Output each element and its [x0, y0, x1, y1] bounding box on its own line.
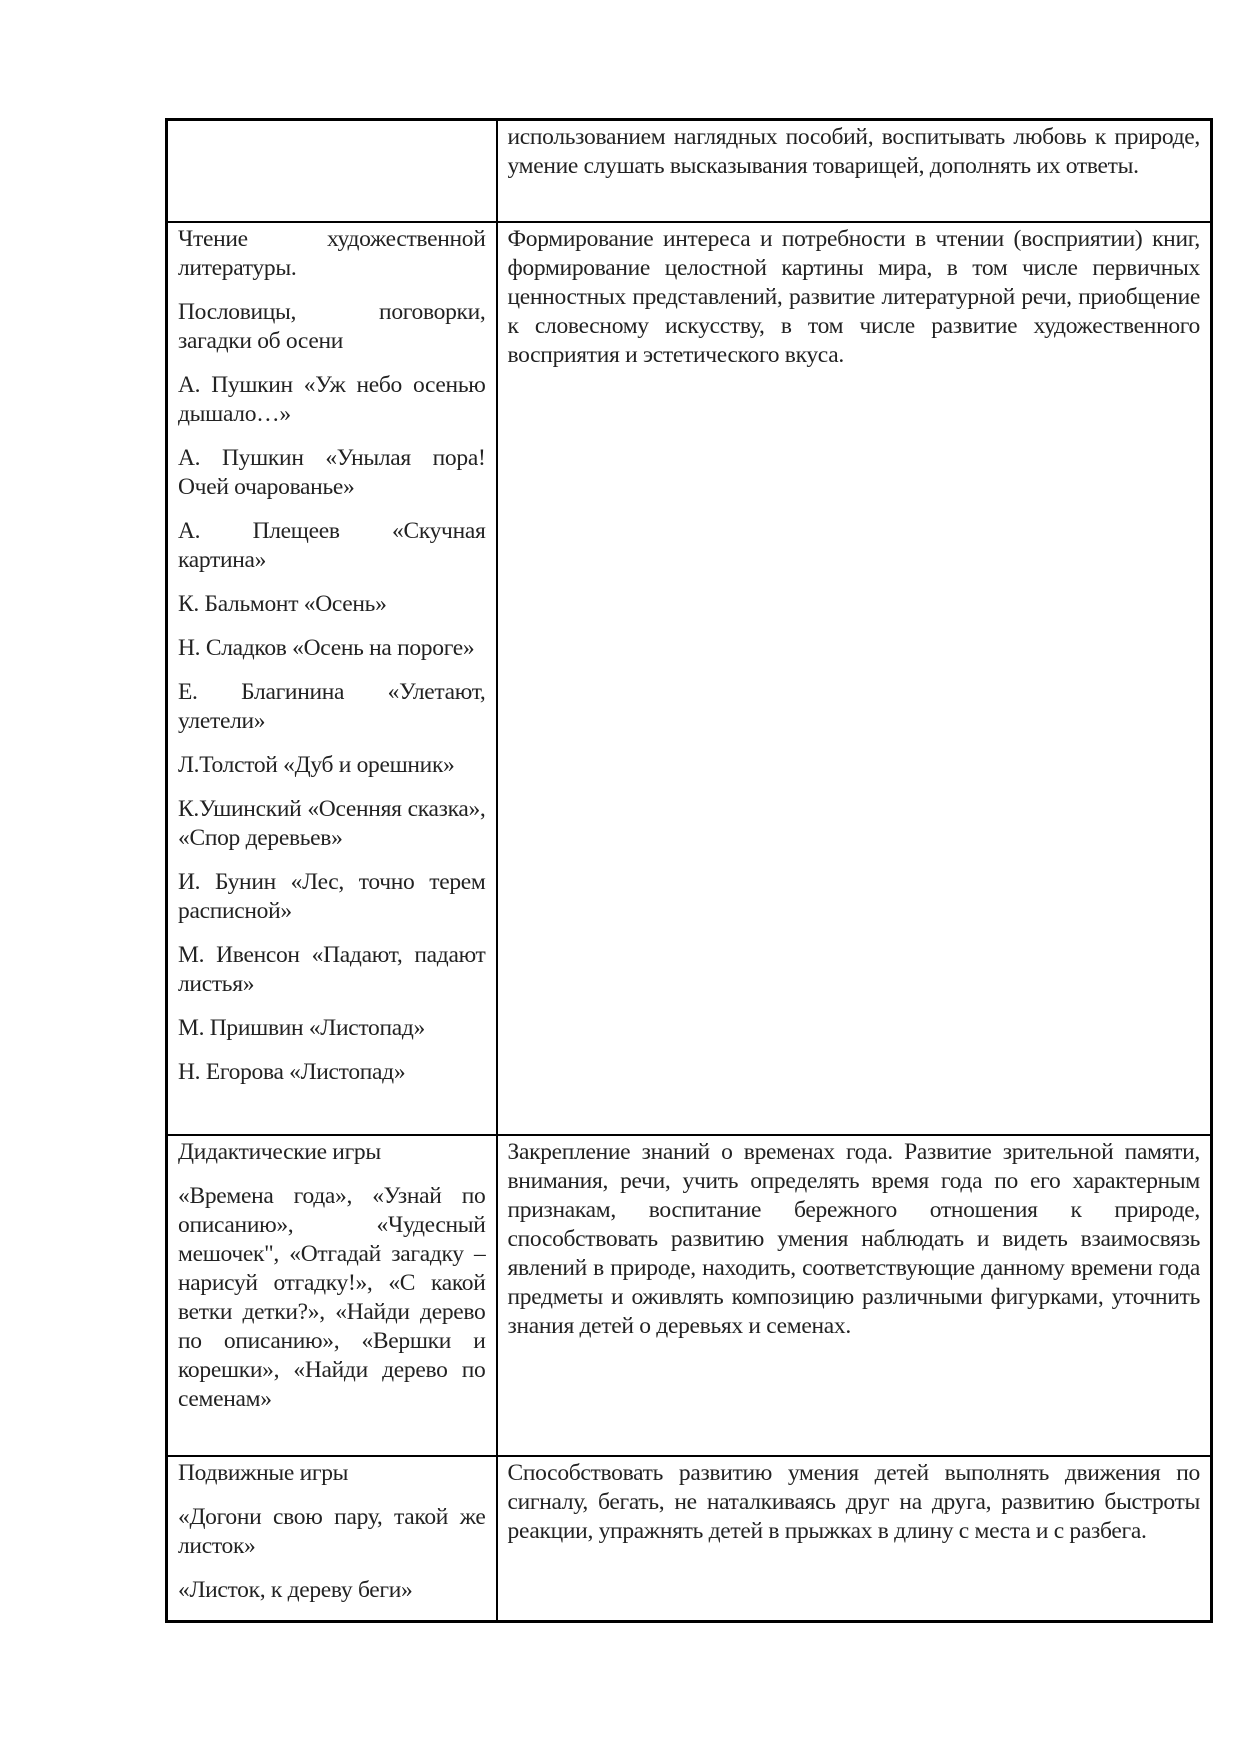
list-item: Е. Благинина «Улетают, улетели» [178, 679, 486, 734]
goals-cell [497, 1135, 1212, 1456]
list-item: И. Бунин «Лес, точно терем расписной» [178, 869, 486, 924]
table-row [167, 1456, 1212, 1622]
list-item: Н. Сладков «Осень на пороге» [178, 635, 475, 661]
list-item: «Листок, к дереву беги» [178, 1577, 413, 1603]
list-item: Н. Егорова «Листопад» [178, 1059, 406, 1085]
table-row [167, 1135, 1212, 1456]
table-row [167, 120, 1212, 223]
goals-text: Способствовать развитию умения детей выполнять движения по сигналу, бегать, не наталкиваясь друг на друга, развитию быстроты реакции, упражнять детей в прыжках в длину с места и с разбега. [507, 1460, 1200, 1544]
list-item: М. Пришвин «Листопад» [178, 1015, 425, 1041]
list-item: Пословицы, поговорки, загадки об осени [178, 299, 486, 354]
activity-cell [167, 120, 497, 223]
list-item: А. Пушкин «Унылая пора! Очей очарованье» [178, 445, 486, 500]
list-item: К. Бальмонт «Осень» [178, 591, 387, 617]
list-item: Л.Толстой «Дуб и орешник» [178, 752, 455, 778]
goals-cell [497, 1456, 1212, 1622]
activities-table [165, 118, 1213, 1623]
table-row [167, 222, 1212, 1135]
activity-cell [167, 1135, 497, 1456]
activity-heading: Дидактические игры [178, 1139, 381, 1165]
list-item: К.Ушинский «Осенняя сказка», «Спор деревьев» [178, 796, 486, 851]
list-item: «Времена года», «Узнай по описанию», «Чудесный мешочек", «Отгадай загадку – нарисуй отгадку!», «С какой ветки детки?», «Найди дерево по описанию», «Вершки и корешки», «Найди дерево по семенам» [178, 1183, 486, 1412]
activity-heading: Чтение художественной литературы. [178, 226, 486, 281]
goals-text: Формирование интереса и потребности в чтении (восприятии) книг, формирование целостной картины мира, в том числе первичных ценностных представлений, развитие литературной речи, приобщение к словесному искусству, в том числе развитие художественного восприятия и эстетического вкуса. [507, 226, 1200, 368]
goals-text: использованием наглядных пособий, воспитывать любовь к природе, умение слушать высказывания товарищей, дополнять их ответы. [507, 124, 1200, 179]
list-item: «Догони свою пару, такой же листок» [178, 1504, 486, 1559]
goals-cell [497, 120, 1212, 223]
list-item: А. Пушкин «Уж небо осенью дышало…» [178, 372, 486, 427]
list-item: А. Плещеев «Скучная картина» [178, 518, 486, 573]
goals-text: Закрепление знаний о временах года. Развитие зрительной памяти, внимания, речи, учить определять время года по его характерным признакам, воспитание бережного отношения к природе, способствовать развитию умения наблюдать и видеть взаимосвязь явлений в природе, находить, соответствующие данному времени года предметы и оживлять композицию различными фигурками, уточнить знания детей о деревьях и семенах. [507, 1139, 1200, 1339]
activity-cell [167, 1456, 497, 1622]
list-item: М. Ивенсон «Падают, падают листья» [178, 942, 486, 997]
activity-cell [167, 222, 497, 1135]
activity-heading: Подвижные игры [178, 1460, 349, 1486]
goals-cell [497, 222, 1212, 1135]
